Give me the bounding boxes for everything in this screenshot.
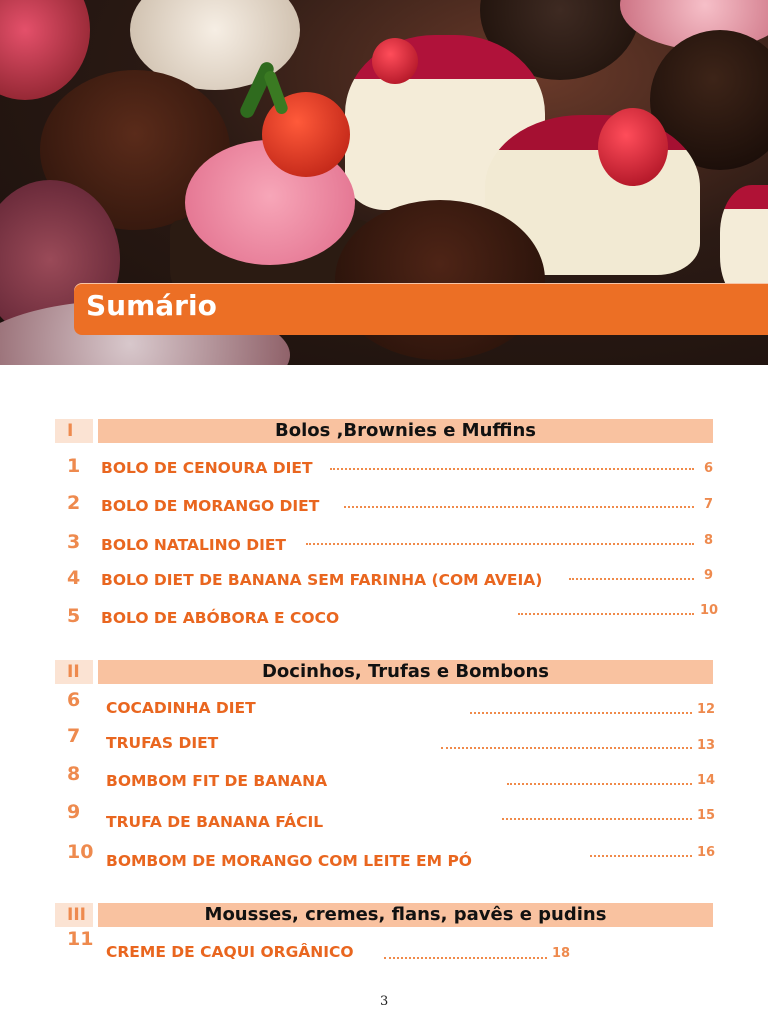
toc-page-number: 12: [697, 702, 716, 717]
item-number: 10: [67, 841, 94, 863]
section-roman-numeral: I: [55, 419, 93, 443]
page-title: Sumário: [86, 289, 217, 322]
item-number: 8: [67, 763, 81, 785]
toc-entry[interactable]: BOLO DE ABÓBORA E COCO: [101, 609, 340, 627]
toc-page-number: 9: [704, 568, 714, 583]
toc-entry[interactable]: CREME DE CAQUI ORGÂNICO: [106, 943, 354, 961]
dessert-shape: [0, 0, 90, 100]
leader-dots: [507, 783, 692, 785]
item-number: 7: [67, 725, 81, 747]
leader-dots: [470, 712, 692, 714]
item-number: 3: [67, 531, 81, 553]
section-heading: Mousses, cremes, flans, pavês e pudins: [98, 903, 713, 927]
toc-page-number: 16: [697, 845, 716, 860]
toc-entry[interactable]: BOMBOM FIT DE BANANA: [106, 772, 328, 790]
leader-dots: [441, 747, 692, 749]
leader-dots: [518, 613, 694, 615]
item-number: 11: [67, 928, 94, 950]
leader-dots: [344, 506, 694, 508]
item-number: 1: [67, 455, 81, 477]
toc-page-number: 7: [704, 497, 714, 512]
toc-entry[interactable]: BOMBOM DE MORANGO COM LEITE EM PÓ: [106, 852, 472, 870]
leader-dots: [569, 578, 694, 580]
leader-dots: [306, 543, 694, 545]
toc-entry[interactable]: TRUFAS DIET: [106, 734, 219, 752]
toc-entry[interactable]: BOLO DE MORANGO DIET: [101, 497, 320, 515]
toc-entry[interactable]: BOLO DIET DE BANANA SEM FARINHA (COM AVEIA): [101, 571, 543, 589]
toc-entry[interactable]: TRUFA DE BANANA FÁCIL: [106, 813, 324, 831]
item-number: 2: [67, 492, 81, 514]
toc-entry[interactable]: COCADINHA DIET: [106, 699, 256, 717]
toc-page-number: 13: [697, 738, 716, 753]
section-heading: Bolos ,Brownies e Muffins: [98, 419, 713, 443]
toc-entry[interactable]: BOLO NATALINO DIET: [101, 536, 287, 554]
toc-page-number: 15: [697, 808, 716, 823]
item-number: 4: [67, 567, 81, 589]
toc-page-number: 18: [552, 946, 571, 961]
section-roman-numeral: II: [55, 660, 93, 684]
leader-dots: [384, 957, 547, 959]
toc-page-number: 10: [700, 603, 719, 618]
leader-dots: [330, 468, 694, 470]
leader-dots: [590, 855, 692, 857]
toc-page-number: 6: [704, 461, 714, 476]
title-banner: [74, 283, 768, 335]
item-number: 9: [67, 801, 81, 823]
dessert-shape: [598, 108, 668, 186]
item-number: 6: [67, 689, 81, 711]
dessert-shape: [263, 69, 290, 115]
dessert-shape: [335, 200, 545, 360]
toc-entry[interactable]: BOLO DE CENOURA DIET: [101, 459, 313, 477]
section-heading: Docinhos, Trufas e Bombons: [98, 660, 713, 684]
page-number: 3: [380, 994, 389, 1009]
toc-page-number: 14: [697, 773, 716, 788]
leader-dots: [502, 818, 692, 820]
section-roman-numeral: III: [55, 903, 93, 927]
item-number: 5: [67, 605, 81, 627]
toc-page-number: 8: [704, 533, 714, 548]
dessert-shape: [372, 38, 418, 84]
